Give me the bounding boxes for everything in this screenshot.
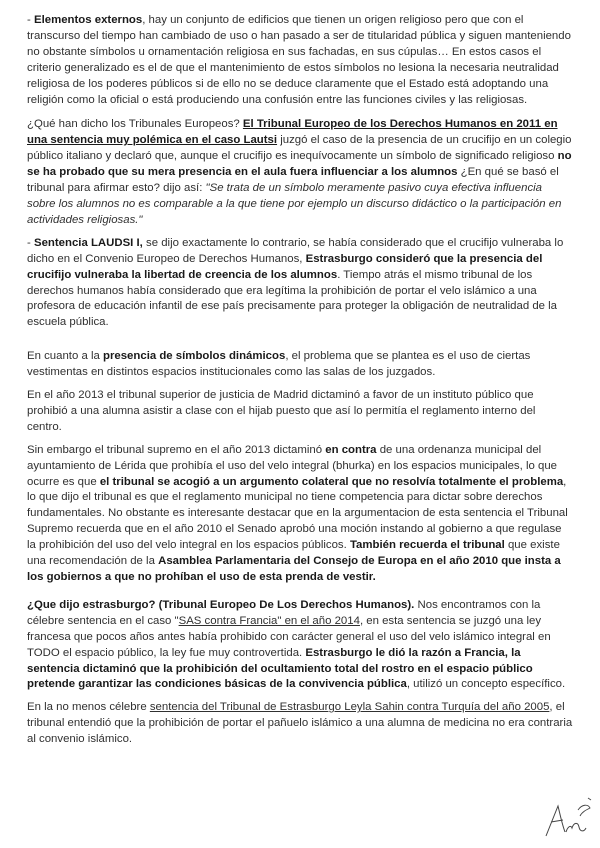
bold-term: Elementos externos	[33, 14, 143, 26]
paragraph-dynamic-symbols: En cuanto a la presencia de símbolos dinámicos, el problema que se plantea es el uso de ciertas vestimentas en distintos espacios institucionales como las salas de los juzgados.	[27, 350, 531, 379]
bold-statement: el tribunal se acogió a un argumento colateral que no resolvía totalmente el problema	[99, 475, 564, 488]
quote: "Se trata de un símbolo meramente pasivo cuya efectiva influencia sobre los alumnos no es comparable a la que tiene por ejemplo un discurso didáctico o la participación en actividades religiosas."	[27, 182, 562, 226]
paragraph-madrid-2013: En el año 2013 el tribunal superior de justicia de Madrid dictaminó a favor de un instituto público que prohibió a una alumna asistir a clase con el hijab puesto que así lo permitía el reglamento interno del centro.	[27, 389, 536, 433]
sas-case-reference: SAS contra Francia" en el año 2014	[178, 614, 360, 627]
bold-statement: Asamblea Parlamentaria del Consejo de Europa en el año 2010 que insta a los gobiernos a que no prohíban el uso de esta prenda de vestir.	[27, 555, 561, 583]
bold-statement: Estrasburgo le dió la razón a Francia, la sentencia dictaminó que la prohibición del ocultamiento total del rostro en el espacio público pretende garantizar las condiciones básicas de la convivencia pública	[27, 646, 533, 691]
bold-heading: ¿Que dijo estrasburgo? (Tribunal Europeo De Los Derechos Humanos).	[27, 598, 415, 611]
paragraph-external-elements: - Elementos externos, hay un conjunto de edificios que tienen un origen religioso pero que con el transcurso del tiempo han cambiado de uso o han pasado a ser de titularidad pública y siguen manteniendo no obstante símbolos u ornamentación religiosa en sus fachadas, en sus cúpulas… En estos casos el criterio generalizado es el de que el mantenimiento de estos símbolos no lesiona la necesaria neutralidad religiosa de los poderes públicos si de ello no se deduce claramente que el Estado está adoptando una religión como la oficial o está produciendo una confusión entre las funciones civiles y las religiosas.	[27, 14, 571, 106]
sahin-case-reference: sentencia del Tribunal de Estrasburgo Leyla Sahin contra Turquía del año 2005	[149, 701, 550, 714]
paragraph-supreme-court: Sin embargo el tribunal supremo en el año 2013 dictaminó en contra de una ordenanza municipal del ayuntamiento de Lérida que prohibía el uso del velo integral (bhurka) en los espacios municipales, lo que ocurre es que el tribunal se acogió a un argumento colateral que no resolvía totalmente el problema, lo que dijo el tribunal es que el reglamento municipal no tiene competencia para dictar sobre derechos fundamentales. No obstante es interesante destacar que en la argumentacion de esta sentencia el Tribunal Supremo recuerda que en el año 2010 el Senado aprobó una moción instando al gobierno a que regulase la prohibición del uso del velo integral en los espacios públicos. También recuerda el tribunal que existe una recomendación de la Asamblea Parlamentaria del Consejo de Europa en el año 2010 que insta a los gobiernos a que no prohíban el uso de esta prenda de vestir.	[27, 443, 568, 583]
bold-statement: no se ha probado que su mera presencia en el aula fuera influenciar a los alumnos	[27, 150, 572, 179]
paragraph-european-courts: ¿Qué han dicho los Tribunales Europeos? El Tribunal Europeo de los Derechos Humanos en 2011 en una sentencia muy polémica en el caso Lautsi juzgó el caso de la presencia de un crucifijo en un colegio público italiano y declaró que, aunque el crucifijo es inequívocamente un símbolo de significado religioso no se ha probado que su mera presencia en el aula fuera influenciar a los alumnos ¿En qué se basó el tribunal para afirmar esto? dijo así: "Se trata de un símbolo meramente pasivo cuya efectiva influencia sobre los alumnos no es comparable a la que tiene por ejemplo un discurso didáctico o la participación en actividades religiosas."	[27, 118, 572, 226]
document-body	[27, 13, 573, 755]
paragraph-leyla-sahin: En la no menos célebre sentencia del Tribunal de Estrasburgo Leyla Sahin contra Turquía del año 2005, el tribunal entendió que la prohibición de portar el pañuelo islámico a una alumna de medicina no era contraria al convenio islámico.	[27, 701, 573, 746]
signature-icon	[538, 792, 596, 842]
lautsi-case-reference: El Tribunal Europeo de los Derechos Humanos en 2011 en una sentencia muy polémica en el caso Lautsi	[27, 118, 558, 147]
bold-statement: También recuerda el tribunal	[349, 539, 505, 552]
bold-term: presencia de símbolos dinámicos	[103, 350, 286, 363]
bold-statement: Estrasburgo consideró que la presencia del crucifijo vulneraba la libertad de creencia de los alumnos	[27, 252, 543, 281]
bold-term: en contra	[325, 443, 377, 456]
paragraph-laudsi: - Sentencia LAUDSI I, se dijo exactamente lo contrario, se había considerado que el crucifijo vulneraba lo dicho en el Convenio Europeo de Derechos Humanos, Estrasburgo consideró que la presencia del crucifijo vulneraba la libertad de creencia de los alumnos. Tiempo atrás el mismo tribunal de los derechos humanos había considerado que era legítima la prohibición de portar el velo islámico a una profesora de educación infantil de ese país precisamente para proteger la obligación de neutralidad de la escuela pública.	[27, 236, 564, 329]
bold-term: Sentencia LAUDSI I,	[33, 236, 143, 249]
paragraph-strasbourg: ¿Que dijo estrasburgo? (Tribunal Europeo De Los Derechos Humanos). Nos encontramos con la célebre sentencia en el caso "SAS contra Francia" en el año 2014, en esta sentencia se juzgó una ley francesa que pocos años antes había prohibido con carácter general el uso del velo islámico integral en TODO el espacio público, la ley fue muy controvertida. Estrasburgo le dió la razón a Francia, la sentencia dictaminó que la prohibición del ocultamiento total del rostro en el espacio público pretende garantizar las condiciones básicas de la convivencia pública, utilizó un concepto específico.	[27, 598, 566, 691]
